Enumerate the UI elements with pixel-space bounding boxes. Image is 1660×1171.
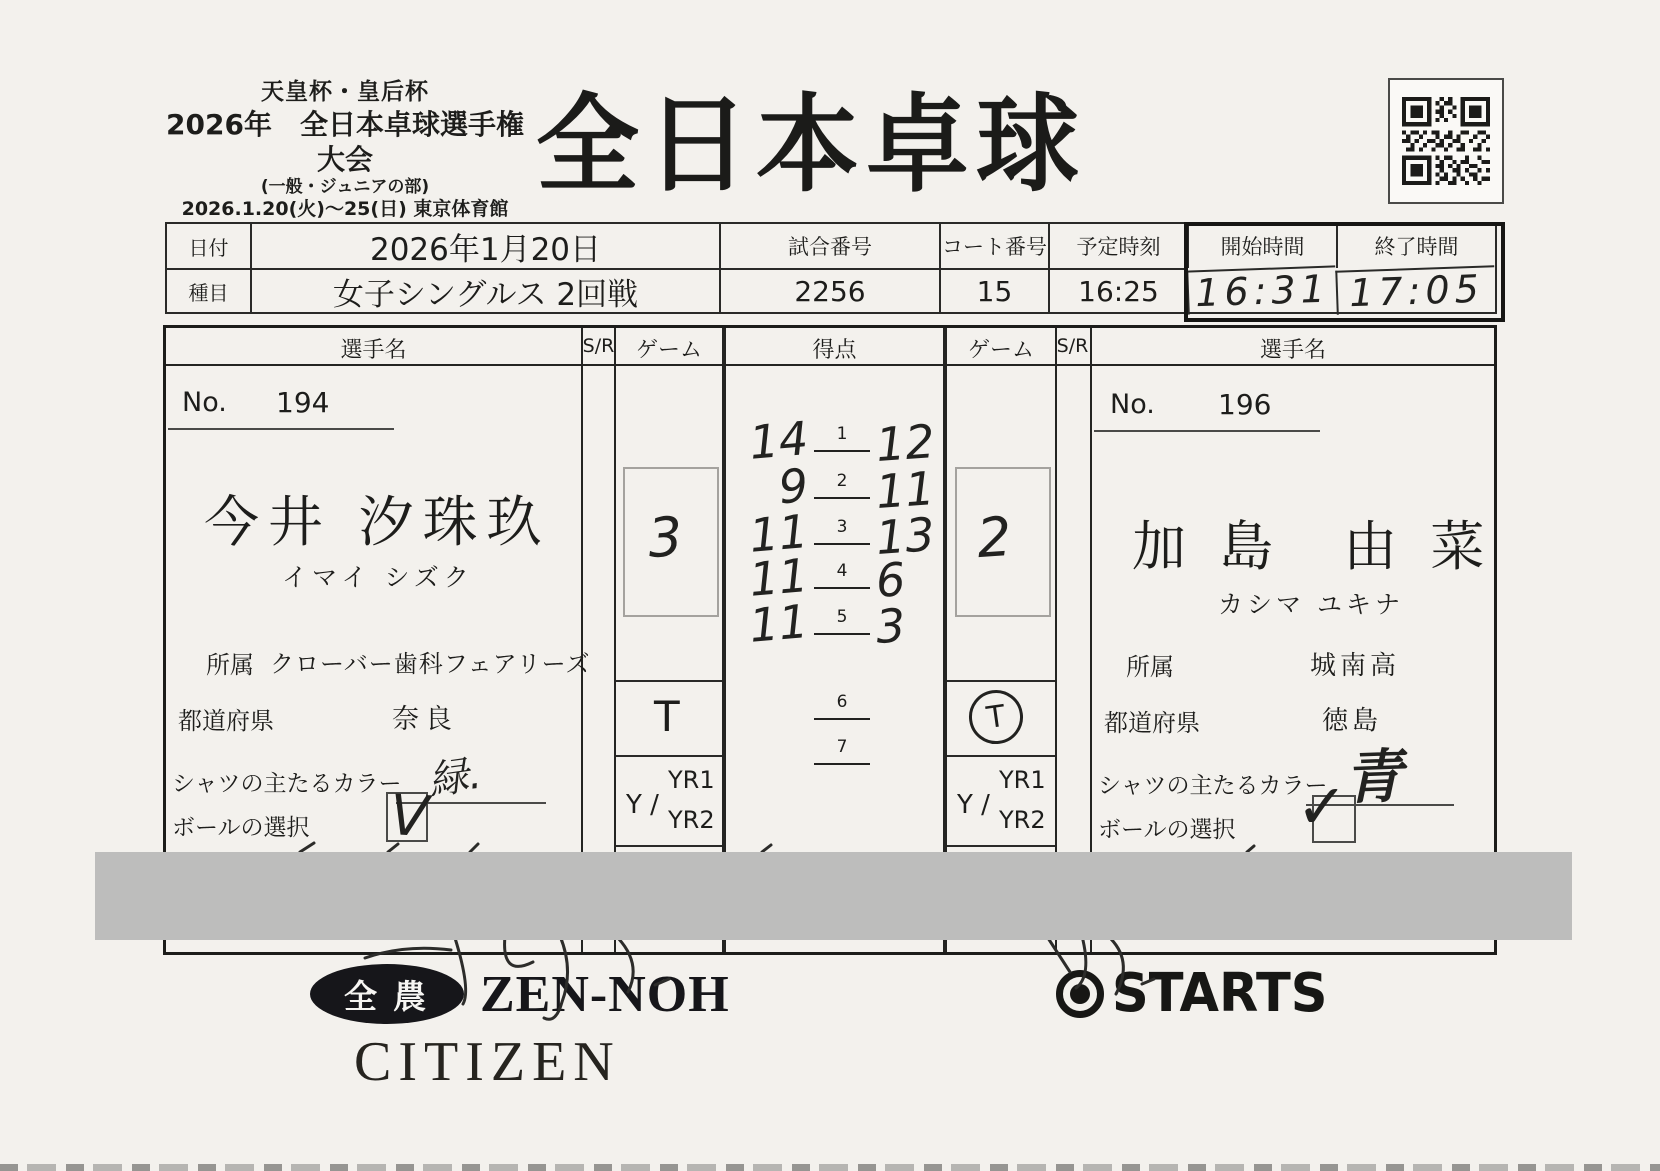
- match-number-label: 試合番号: [719, 224, 939, 268]
- left-score: 11: [747, 593, 811, 653]
- tournament-name: 2026年 全日本卓球選手権大会: [166, 107, 524, 176]
- prefecture-value: 徳島: [1322, 706, 1383, 736]
- yr1-label-left: YR1: [668, 766, 715, 794]
- event-value: 女子シングルス 2回戦: [250, 268, 719, 312]
- event-label: 種目: [167, 268, 250, 312]
- affiliation-value: クローバー歯科フェアリーズ: [270, 650, 591, 678]
- sr-header-right: S/R: [1056, 335, 1089, 357]
- prefecture-label: 都道府県: [1104, 709, 1200, 737]
- yr1-label-right: YR1: [999, 766, 1046, 794]
- starts-wordmark: STARTS: [1112, 962, 1328, 1025]
- end-time-handwritten: 17:05: [1335, 265, 1495, 315]
- prefecture-value: 奈良: [392, 704, 458, 735]
- games-won-right: 2: [974, 504, 1014, 571]
- match-number-value: 2256: [719, 268, 939, 312]
- court-number-value: 15: [939, 268, 1048, 312]
- redaction-bar: [95, 852, 1572, 940]
- right-score: 3: [874, 598, 908, 654]
- game-number: 1: [836, 424, 848, 444]
- page-title: 全日本卓球: [536, 83, 1086, 208]
- right-score: 6: [874, 552, 908, 608]
- shirt-color-handwritten: 青: [1343, 742, 1404, 812]
- affiliation-value: 城南高: [1310, 651, 1401, 681]
- zennoh-wordmark: ZEN-NOH: [480, 965, 730, 1023]
- right-score: 11: [874, 461, 937, 519]
- game-header-right: ゲーム: [967, 338, 1034, 363]
- player-kana: カシマ ユキナ: [1218, 590, 1404, 619]
- shirt-color-label: シャツの主たるカラー: [172, 771, 402, 797]
- player-name-header-left: 選手名: [340, 338, 407, 363]
- crown-cup-line: 天皇杯・皇后杯: [261, 79, 429, 105]
- right-score: 12: [874, 414, 937, 472]
- ball-choice-label: ボールの選択: [172, 815, 310, 841]
- prefecture-label: 都道府県: [178, 707, 274, 735]
- points-header: 得点: [812, 338, 857, 363]
- player-number: 194: [276, 386, 330, 419]
- games-won-left: 3: [645, 504, 685, 571]
- y-label-right: Y /: [957, 790, 990, 820]
- ball-choice-label: ボールの選択: [1098, 817, 1236, 843]
- player-name-header-right: 選手名: [1259, 338, 1326, 363]
- game-number: 7: [836, 737, 848, 757]
- ball-choice-check-mark: V: [388, 783, 430, 850]
- dates-venue-line: 2026.1.20(火)～25(日) 東京体育館: [181, 198, 509, 220]
- affiliation-label: 所属: [1126, 653, 1174, 681]
- start-time-handwritten: 16:31: [1186, 265, 1336, 314]
- game-number: 6: [836, 692, 848, 712]
- no-label: No.: [1110, 389, 1155, 420]
- yr2-label-right: YR2: [999, 806, 1046, 834]
- game-number: 5: [836, 607, 848, 627]
- game-number: 3: [836, 517, 848, 537]
- citizen-logo: CITIZEN: [354, 1031, 621, 1093]
- scheduled-time-value: 16:25: [1048, 268, 1187, 312]
- zennoh-oval-icon: 全農: [310, 964, 464, 1024]
- scheduled-time-label: 予定時刻: [1048, 224, 1187, 268]
- ball-choice-check-mark: ✓: [1296, 770, 1348, 843]
- start-time-label: 開始時間: [1187, 224, 1336, 268]
- no-label: No.: [182, 387, 227, 418]
- y-label-left: Y /: [626, 790, 659, 820]
- player-name: 今井 汐珠玖: [204, 490, 551, 554]
- right-score: 13: [874, 507, 937, 565]
- shirt-color-label: シャツの主たるカラー: [1098, 773, 1328, 799]
- left-score: 9: [776, 457, 811, 515]
- player-name: 加 島 由 菜: [1132, 515, 1493, 578]
- yr2-label-left: YR2: [668, 806, 715, 834]
- player-number: 196: [1218, 388, 1272, 421]
- game-number: 4: [836, 561, 848, 581]
- left-score: 11: [747, 503, 811, 563]
- division-line: (一般・ジュニアの部): [260, 176, 430, 197]
- date-label: 日付: [188, 235, 229, 260]
- timeout-mark-right: T: [984, 698, 1008, 736]
- player-kana: イマイ シズク: [282, 563, 474, 592]
- timeout-mark-left: T: [654, 692, 680, 741]
- shirt-color-handwritten: 緑.: [425, 751, 485, 805]
- game-number: 2: [836, 471, 848, 491]
- sr-header-left: S/R: [582, 335, 615, 357]
- left-score: 14: [747, 410, 811, 470]
- left-score: 11: [747, 547, 811, 607]
- court-number-label: コート番号: [939, 224, 1048, 268]
- date-value: 2026年1月20日: [250, 224, 719, 268]
- affiliation-label: 所属: [206, 651, 254, 679]
- end-time-label: 終了時間: [1336, 224, 1495, 268]
- game-header-left: ゲーム: [635, 338, 702, 363]
